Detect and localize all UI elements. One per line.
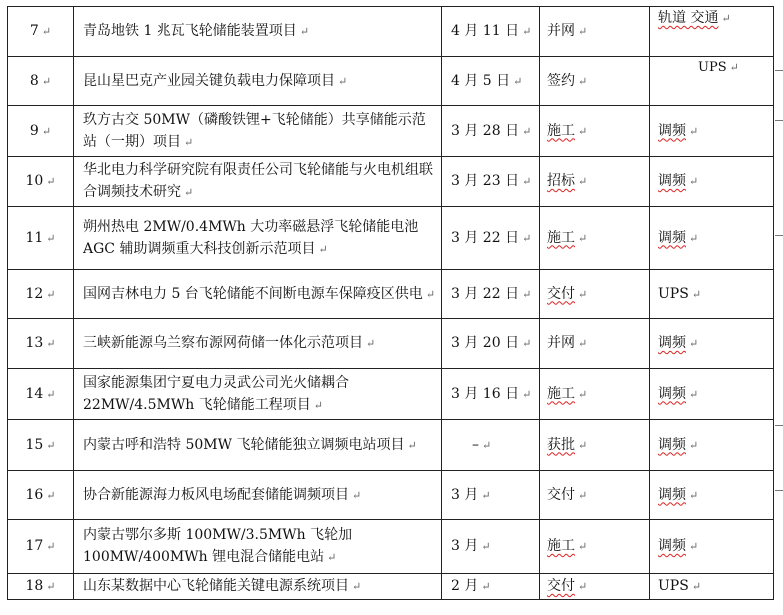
project-name-cell[interactable] [74, 319, 442, 369]
date-cell[interactable] [442, 7, 540, 57]
project-name: 内蒙古呼和浩特 50MW 飞轮储能独立调频电站项目 [83, 436, 405, 453]
application-text: 调频 [658, 436, 686, 453]
row-number-cell [8, 57, 74, 106]
row-number-cell [8, 157, 74, 207]
project-name: 三峡新能源乌兰察布源网荷储一体化示范项目 [83, 335, 363, 351]
date-text: 4 月 5 日 [451, 72, 511, 89]
project-name-cell[interactable] [74, 57, 442, 106]
table-row [8, 319, 774, 369]
project-name: 华北电力科学研究院有限责任公司飞轮储能与火电机组联合调频技术研究 [83, 162, 433, 200]
paragraph-mark-icon: ↵ [689, 438, 699, 452]
application-text: 调频 [658, 229, 686, 246]
paragraph-mark-icon: ↵ [41, 74, 52, 88]
project-name: 国网吉林电力 5 台飞轮储能不间断电源车保障疫区供电 [83, 285, 423, 302]
application-cell[interactable] [650, 471, 774, 520]
project-name-cell[interactable] [74, 157, 442, 207]
paragraph-mark-icon: ↵ [522, 287, 532, 301]
stage-cell[interactable] [540, 270, 650, 319]
paragraph-mark-icon: ↵ [481, 488, 491, 502]
paragraph-mark-icon: ↵ [318, 242, 328, 256]
paragraph-mark-icon: ↵ [578, 124, 588, 138]
application-text: UPS [658, 578, 689, 594]
paragraph-mark-icon: ↵ [578, 540, 588, 553]
project-name: 国家能源集团宁夏电力灵武公司光火储耦合 22MW/4.5MWh 飞轮储能工程项目 [83, 374, 349, 413]
date-text: 2 月 [451, 578, 479, 594]
row-number-cell [8, 207, 74, 270]
paragraph-mark-icon: ↵ [689, 231, 699, 245]
application-text: UPS [698, 60, 727, 75]
date-cell[interactable] [442, 369, 540, 420]
table-row [8, 270, 774, 319]
row-number-cell [8, 7, 74, 57]
date-text: 3 月 16 日 [451, 385, 520, 402]
date-text: 3 月 22 日 [451, 229, 520, 246]
project-name: 玖方古交 50MW（磷酸铁锂+飞轮储能）共享储能示范站（一期）项目 [83, 111, 426, 150]
project-name-cell[interactable] [74, 106, 442, 157]
paragraph-mark-icon: ↵ [691, 580, 702, 593]
paragraph-mark-icon: ↵ [578, 287, 588, 301]
stage-cell[interactable] [540, 574, 650, 600]
project-name: 青岛地铁 1 兆瓦飞轮储能装置项目 [83, 23, 297, 39]
stage-text: 施工 [547, 229, 575, 246]
application-text: 调频 [658, 538, 686, 554]
date-text: 3 月 23 日 [451, 173, 520, 189]
row-number: 9 [29, 122, 39, 139]
application-cell[interactable] [650, 207, 774, 270]
application-text: 调频 [658, 335, 686, 351]
paragraph-mark-icon: ↵ [689, 124, 699, 138]
paragraph-mark-icon: ↵ [578, 580, 588, 593]
paragraph-mark-icon: ↵ [338, 74, 348, 88]
row-number-cell [8, 319, 74, 369]
page-edge-marker [775, 235, 783, 236]
paragraph-mark-icon: ↵ [184, 186, 194, 199]
paragraph-mark-icon: ↵ [366, 337, 376, 350]
application-text: 轨道 交通 [658, 10, 719, 26]
table-row [8, 157, 774, 207]
paragraph-mark-icon: ↵ [721, 12, 731, 25]
paragraph-mark-icon: ↵ [481, 580, 491, 593]
paragraph-mark-icon: ↵ [689, 488, 699, 502]
paragraph-mark-icon: ↵ [689, 387, 699, 401]
row-number-cell [8, 574, 74, 600]
paragraph-mark-icon: ↵ [522, 231, 532, 245]
paragraph-mark-icon: ↵ [425, 287, 436, 301]
paragraph-mark-icon: ↵ [46, 438, 56, 452]
paragraph-mark-icon: ↵ [729, 61, 739, 74]
project-name: 协合新能源海力板风电场配套储能调频项目 [83, 486, 349, 503]
stage-cell[interactable] [540, 7, 650, 57]
stage-cell[interactable] [540, 520, 650, 574]
project-name: 朔州热电 2MW/0.4MWh 大功率磁悬浮飞轮储能电池 AGC 辅助调频重大科技创新示范项目 [83, 218, 419, 257]
row-number-cell [8, 270, 74, 319]
project-name-cell[interactable] [74, 471, 442, 520]
date-text: – [472, 436, 479, 453]
paragraph-mark-icon: ↵ [578, 231, 588, 245]
row-number: 18 [25, 578, 44, 594]
date-cell[interactable] [442, 157, 540, 207]
paragraph-mark-icon: ↵ [689, 175, 699, 188]
row-number-cell [8, 420, 74, 471]
stage-cell[interactable] [540, 106, 650, 157]
paragraph-mark-icon: ↵ [46, 488, 56, 502]
paragraph-mark-icon: ↵ [578, 438, 588, 452]
row-number-cell [8, 520, 74, 574]
row-number: 13 [25, 335, 44, 351]
paragraph-mark-icon: ↵ [689, 337, 699, 350]
date-text: 3 月 22 日 [451, 285, 520, 302]
application-cell[interactable] [650, 270, 774, 319]
table-row [8, 106, 774, 157]
project-name-cell[interactable] [74, 270, 442, 319]
project-name-cell[interactable] [74, 7, 442, 57]
row-number: 10 [25, 173, 44, 189]
paragraph-mark-icon: ↵ [513, 74, 523, 88]
paragraph-mark-icon: ↵ [352, 580, 362, 593]
date-cell[interactable] [442, 207, 540, 270]
paragraph-mark-icon: ↵ [184, 135, 194, 149]
row-number: 7 [29, 23, 39, 39]
paragraph-mark-icon: ↵ [578, 74, 588, 88]
date-cell[interactable] [442, 270, 540, 319]
paragraph-mark-icon: ↵ [522, 25, 532, 38]
date-text: 3 月 [451, 538, 479, 554]
project-name-cell[interactable] [74, 369, 442, 420]
paragraph-mark-icon: ↵ [522, 124, 532, 138]
row-number: 15 [25, 436, 44, 453]
stage-text: 施工 [547, 538, 575, 554]
date-cell[interactable] [442, 106, 540, 157]
stage-text: 交付 [547, 285, 575, 302]
stage-text: 交付 [547, 578, 575, 594]
paragraph-mark-icon: ↵ [578, 488, 588, 502]
table-row [8, 471, 774, 520]
paragraph-mark-icon: ↵ [327, 551, 337, 564]
row-number: 11 [25, 229, 44, 246]
application-cell[interactable] [650, 420, 774, 471]
stage-cell[interactable] [540, 57, 650, 106]
page-edge-marker [775, 70, 783, 71]
date-cell[interactable] [442, 57, 540, 106]
application-text: 调频 [658, 173, 686, 189]
date-text: 3 月 20 日 [451, 335, 520, 351]
paragraph-mark-icon: ↵ [46, 231, 56, 245]
paragraph-mark-icon: ↵ [689, 540, 699, 553]
stage-text: 招标 [547, 173, 575, 189]
paragraph-mark-icon: ↵ [578, 175, 588, 188]
paragraph-mark-icon: ↵ [313, 398, 323, 412]
row-number-cell [8, 369, 74, 420]
row-number: 12 [25, 285, 44, 302]
table-row [8, 574, 774, 600]
row-number: 14 [25, 385, 44, 402]
paragraph-mark-icon: ↵ [46, 175, 56, 188]
table-row [8, 369, 774, 420]
paragraph-mark-icon: ↵ [578, 337, 588, 350]
application-cell[interactable] [650, 7, 774, 57]
project-name: 山东某数据中心飞轮储能关键电源系统项目 [83, 578, 349, 594]
stage-cell[interactable] [540, 319, 650, 369]
date-cell[interactable] [442, 319, 540, 369]
application-text: UPS [658, 285, 689, 302]
stage-text: 签约 [547, 72, 575, 89]
date-cell[interactable] [442, 520, 540, 574]
page-edge-marker [775, 490, 783, 491]
paragraph-mark-icon: ↵ [407, 438, 417, 452]
row-number: 16 [25, 486, 44, 503]
stage-text: 交付 [547, 486, 575, 503]
stage-text: 并网 [547, 335, 575, 351]
stage-cell[interactable] [540, 369, 650, 420]
date-text: 3 月 [451, 486, 479, 503]
date-cell[interactable] [442, 420, 540, 471]
application-text: 调频 [658, 486, 686, 503]
paragraph-mark-icon: ↵ [46, 287, 56, 301]
paragraph-mark-icon: ↵ [46, 580, 56, 593]
project-name-cell[interactable] [74, 420, 442, 471]
date-cell[interactable] [442, 574, 540, 600]
date-cell[interactable] [442, 471, 540, 520]
application-cell[interactable] [650, 106, 774, 157]
paragraph-mark-icon: ↵ [299, 25, 310, 38]
paragraph-mark-icon: ↵ [352, 488, 362, 502]
application-text: 调频 [658, 122, 686, 139]
paragraph-mark-icon: ↵ [46, 337, 56, 350]
table-row [8, 7, 774, 57]
row-number: 8 [29, 72, 39, 89]
paragraph-mark-icon: ↵ [691, 287, 702, 301]
application-cell[interactable] [650, 319, 774, 369]
project-table [7, 6, 774, 600]
paragraph-mark-icon: ↵ [482, 438, 492, 452]
table-row [8, 420, 774, 471]
application-cell[interactable] [650, 520, 774, 574]
project-name: 内蒙古鄂尔多斯 100MW/3.5MWh 飞轮加 100MW/400MWh 锂电混合储能电站 [83, 527, 353, 565]
stage-cell[interactable] [540, 471, 650, 520]
application-cell[interactable] [650, 57, 774, 106]
project-name-cell[interactable] [74, 574, 442, 600]
page-edge-marker [775, 425, 783, 426]
table-row [8, 520, 774, 574]
table-row [8, 207, 774, 270]
application-cell[interactable] [650, 574, 774, 600]
stage-text: 施工 [547, 122, 575, 139]
paragraph-mark-icon: ↵ [41, 25, 52, 38]
project-name-cell[interactable] [74, 520, 442, 574]
stage-cell[interactable] [540, 420, 650, 471]
paragraph-mark-icon: ↵ [481, 540, 491, 553]
paragraph-mark-icon: ↵ [522, 337, 532, 350]
application-cell[interactable] [650, 157, 774, 207]
project-name: 昆山星巴克产业园关键负载电力保障项目 [83, 72, 335, 89]
paragraph-mark-icon: ↵ [522, 175, 532, 188]
stage-cell[interactable] [540, 157, 650, 207]
stage-text: 获批 [547, 436, 575, 453]
stage-text: 施工 [547, 385, 575, 402]
stage-cell[interactable] [540, 207, 650, 270]
stage-text: 并网 [547, 23, 575, 39]
date-text: 3 月 28 日 [451, 122, 520, 139]
application-cell[interactable] [650, 369, 774, 420]
table-row [8, 57, 774, 106]
application-text: 调频 [658, 385, 686, 402]
paragraph-mark-icon: ↵ [41, 124, 52, 138]
row-number-cell [8, 471, 74, 520]
date-text: 4 月 11 日 [451, 23, 520, 39]
paragraph-mark-icon: ↵ [578, 387, 588, 401]
project-name-cell[interactable] [74, 207, 442, 270]
paragraph-mark-icon: ↵ [522, 387, 532, 401]
paragraph-mark-icon: ↵ [46, 387, 56, 401]
row-number: 17 [25, 538, 44, 554]
paragraph-mark-icon: ↵ [46, 540, 56, 553]
row-number-cell [8, 106, 74, 157]
page-edge-marker [775, 120, 783, 121]
paragraph-mark-icon: ↵ [578, 25, 588, 38]
